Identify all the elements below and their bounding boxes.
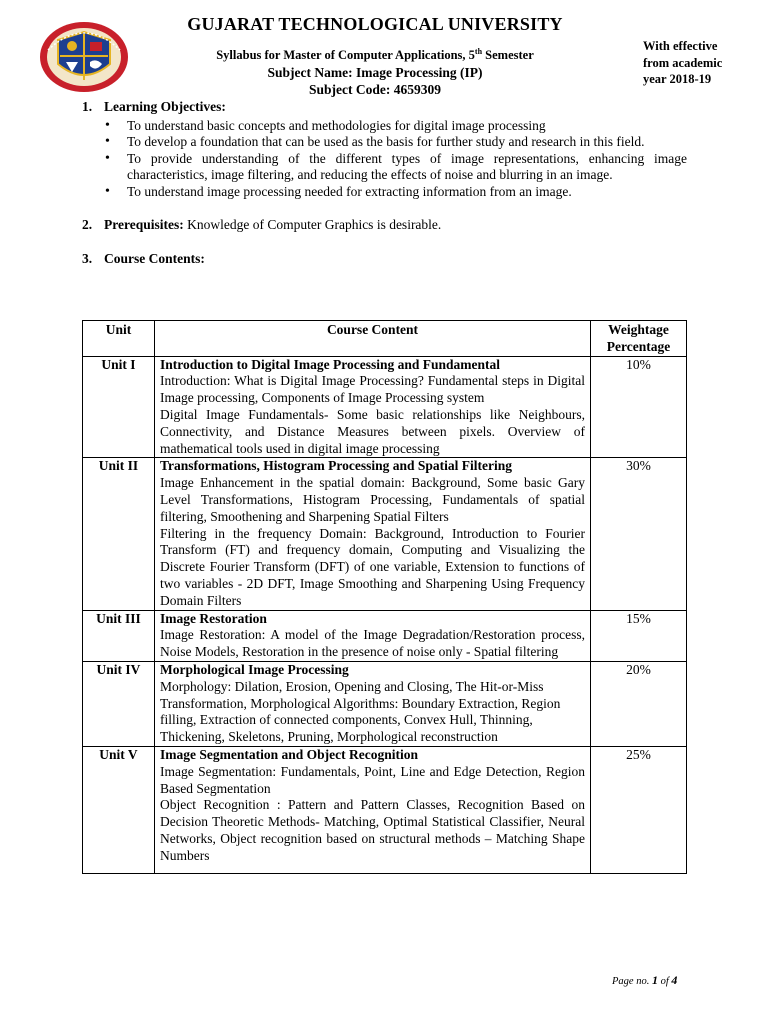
unit-cell: Unit III: [83, 610, 155, 661]
subject-code: Subject Code: 4659309: [309, 82, 441, 97]
university-title: GUJARAT TECHNOLOGICAL UNIVERSITY: [187, 14, 563, 34]
table-header-row: [83, 321, 687, 357]
weightage-cell: 30%: [591, 458, 687, 610]
objectives-list: [82, 118, 687, 201]
content-line: Filtering in the frequency Domain: Background, Introduction to Fourier Transform (FT) and frequency domain, Computing and Visualizing the Discrete Fourier Transform (DFT) of one variable, Extension to functions of two variables - 2D DFT, Image Smoothing and Sharpening Using Frequency Domain Filters: [160, 525, 585, 608]
section-learning-objectives: 1. Learning Objectives:: [82, 99, 226, 114]
header-course-content: Course Content: [155, 321, 591, 357]
table-row: [83, 661, 687, 746]
header-unit: Unit: [83, 321, 155, 357]
syllabus-body: [82, 99, 687, 267]
unit-title: Morphological Image Processing: [160, 661, 349, 677]
effective-date-note: With effective from academic year 2018-19: [643, 39, 723, 86]
weightage-cell: 15%: [591, 610, 687, 661]
table-row: [83, 356, 687, 458]
table-row: [83, 746, 687, 873]
content-line: Image Enhancement in the spatial domain: Background, Some basic Gary Level Transformations, Histogram Processing, Fundamentals of spatial filtering, Smoothening and Sharpening Spatial Filters: [160, 475, 585, 524]
subject-name: Subject Name: Image Processing (IP): [267, 65, 483, 80]
objective-item: • To understand image processing needed for extracting information from an image.: [82, 184, 687, 201]
header-weightage: Weightage Percentage: [591, 321, 687, 357]
page-number: Page no. 1 of 4: [612, 973, 678, 987]
section-prerequisites: 2. Prerequisites: Knowledge of Computer Graphics is desirable.: [82, 217, 442, 232]
course-content-cell: [155, 610, 591, 661]
section-course-contents: 3. Course Contents:: [82, 250, 205, 266]
objective-item: • To develop a foundation that can be used as the basis for further study and research in this field.: [82, 134, 687, 151]
content-line: Object Recognition : Pattern and Pattern Classes, Recognition Based on Decision Theoretic Methods- Matching, Optimal Statistical Classifier, Neural Networks, Object recognition based on structural methods – Matching Shape Numbers: [160, 797, 585, 863]
unit-cell: Unit IV: [83, 661, 155, 746]
unit-title: Transformations, Histogram Processing and Spatial Filtering: [160, 458, 512, 474]
content-line: Image Restoration: A model of the Image Degradation/Restoration process, Noise Models, Restoration in the presence of noise only - Spatial filtering: [160, 627, 585, 660]
course-content-cell: [155, 458, 591, 610]
university-logo: [38, 20, 130, 94]
content-line: Morphology: Dilation, Erosion, Opening and Closing, The Hit-or-Miss Transformation, Morphological Algorithms: Boundary Extraction, Region filling, Extraction of connected components, Convex Hull, Thinning, Thickening, Skeletons, Pruning, Morphological reconstruction: [160, 678, 561, 745]
syllabus-line: Syllabus for Master of Computer Applications, 5th Semester: [216, 47, 534, 63]
unit-title: Introduction to Digital Image Processing and Fundamental: [160, 356, 501, 372]
table-row: [83, 458, 687, 610]
course-content-cell: [155, 746, 591, 873]
weightage-cell: 10%: [591, 356, 687, 458]
weightage-cell: 25%: [591, 746, 687, 873]
unit-cell: Unit II: [83, 458, 155, 610]
course-content-cell: [155, 661, 591, 746]
content-line: Introduction: What is Digital Image Processing? Fundamental steps in Digital Image processing, Components of Image Processing system: [160, 373, 585, 406]
course-contents-table: [82, 320, 687, 874]
objective-item: • To provide understanding of the different types of image representations, enhancing image characteristics, image filtering, and reducing the effects of noise and blurring in an image.: [82, 151, 687, 184]
unit-cell: Unit V: [83, 746, 155, 873]
objective-item: • To understand basic concepts and methodologies for digital image processing: [82, 118, 687, 135]
unit-title: Image Restoration: [160, 610, 267, 626]
unit-title: Image Segmentation and Object Recognition: [160, 746, 418, 762]
table-row: [83, 610, 687, 661]
course-content-cell: [155, 356, 591, 458]
content-line: Image Segmentation: Fundamentals, Point, Line and Edge Detection, Region Based Segmentation: [160, 763, 585, 796]
content-line: Digital Image Fundamentals- Some basic relationships like Neighbours, Connectivity, and Distance Measures between pixels. Overview of mathematical tools used in digital image processing: [160, 406, 585, 456]
weightage-cell: 20%: [591, 661, 687, 746]
unit-cell: Unit I: [83, 356, 155, 458]
